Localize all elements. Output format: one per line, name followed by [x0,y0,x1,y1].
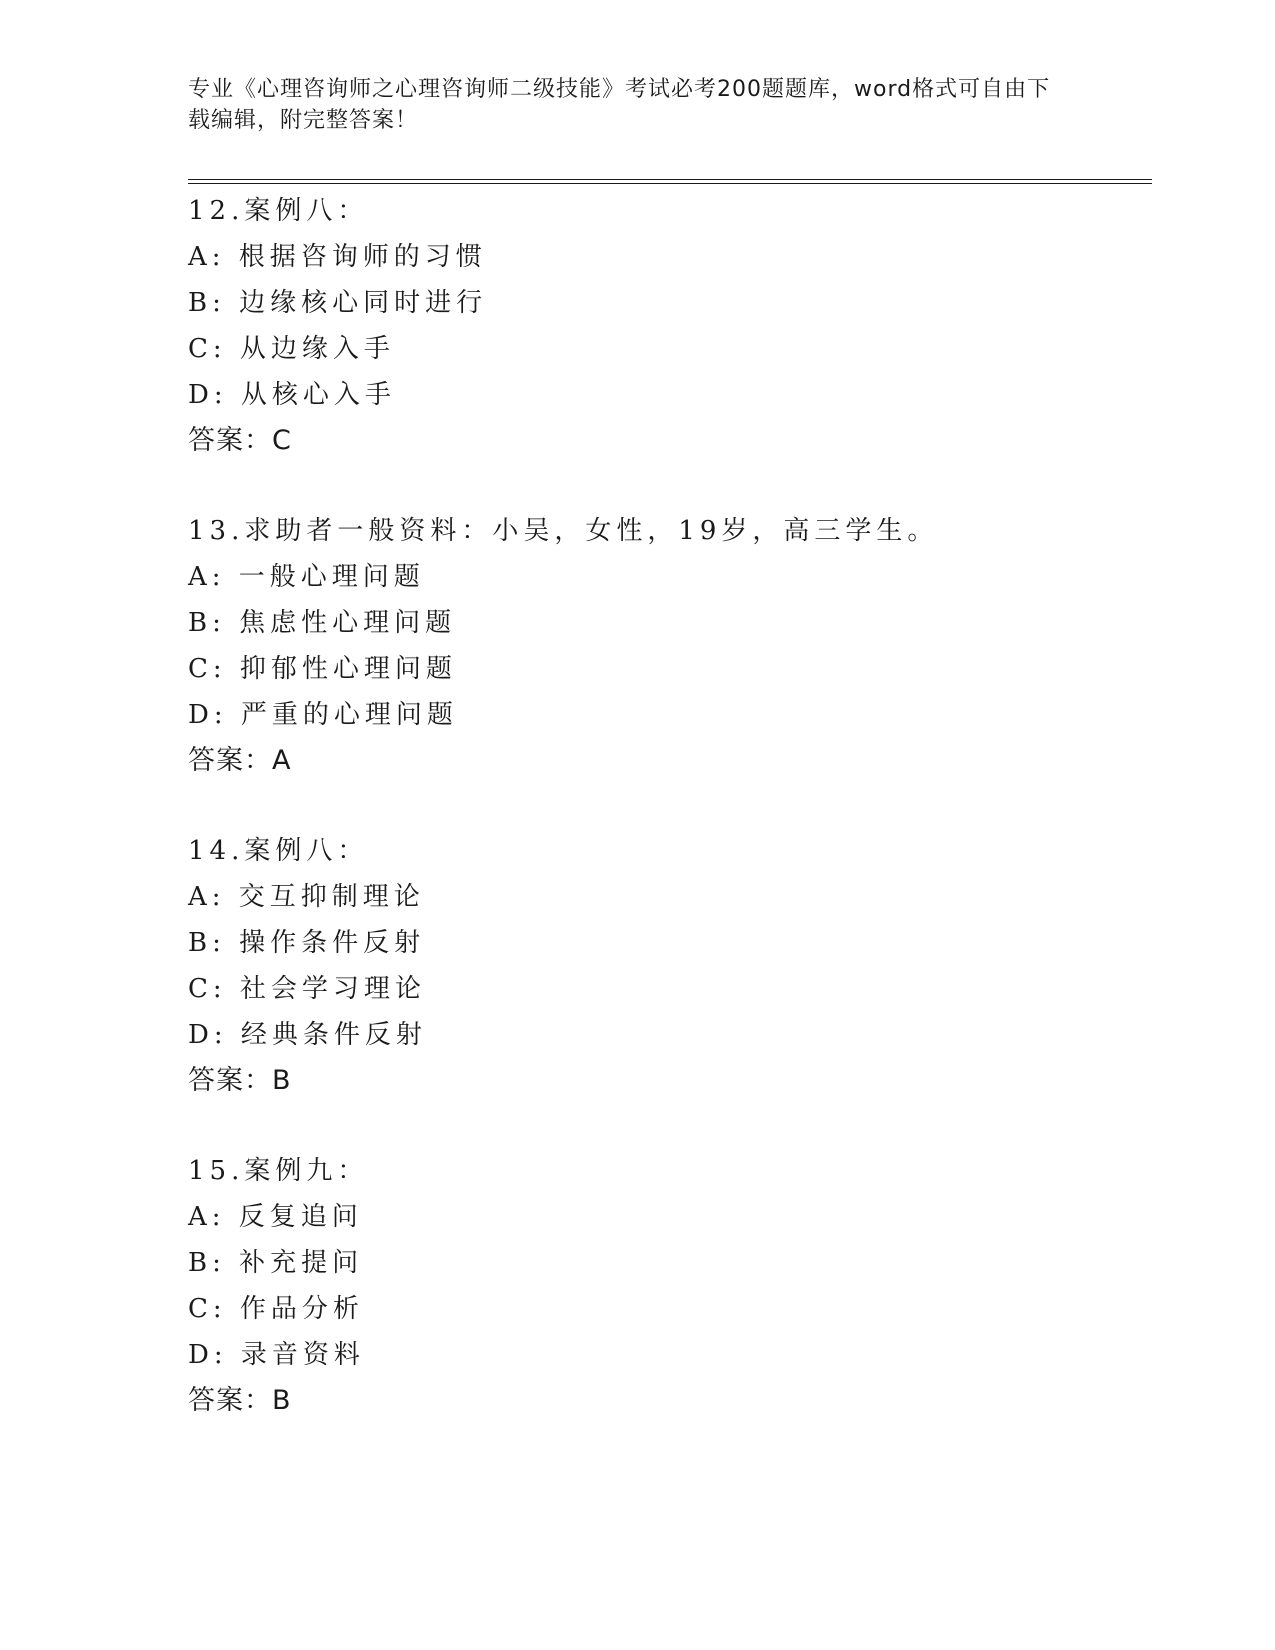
question-stem: 15.案例九： [188,1156,369,1186]
question-15 [188,1148,1148,1424]
option-b: B: 操作条件反射 [188,928,426,958]
option-d: D: 录音资料 [188,1340,365,1370]
option-c: C: 抑郁性心理问题 [188,654,457,684]
option-c: C: 从边缘入手 [188,334,395,364]
question-stem: 14.案例八： [188,836,369,866]
option-a: A: 交互抑制理论 [188,882,425,912]
option-a: A: 一般心理问题 [188,562,425,592]
option-d: D: 从核心入手 [188,380,396,410]
option-c: C: 社会学习理论 [188,974,426,1004]
option-b: B: 焦虑性心理问题 [188,608,457,638]
question-14 [188,828,1148,1104]
option-c: C: 作品分析 [188,1294,364,1324]
option-a: A: 反复追问 [188,1202,363,1232]
question-13 [188,508,1148,784]
question-stem: 13.求助者一般资料：小吴，女性，19岁，高三学生。 [188,516,939,546]
document-header: 专业《心理咨询师之心理咨询师二级技能》考试必考200题题库，word格式可自由下载编辑，附完整答案！ [188,77,1051,133]
question-list [188,188,1148,1468]
question-12 [188,188,1148,464]
answer-key: 答案：B [188,1065,292,1096]
answer-key: 答案：C [188,425,292,456]
header-divider-top [188,179,1152,180]
answer-key: 答案：A [188,745,292,776]
option-d: D: 经典条件反射 [188,1020,427,1050]
option-b: B: 边缘核心同时进行 [188,288,488,318]
answer-key: 答案：B [188,1385,292,1416]
header-divider-bottom [188,183,1152,184]
option-d: D: 严重的心理问题 [188,700,458,730]
option-b: B: 补充提问 [188,1248,364,1278]
option-a: A: 根据咨询师的习惯 [188,242,487,272]
question-stem: 12.案例八： [188,196,369,226]
